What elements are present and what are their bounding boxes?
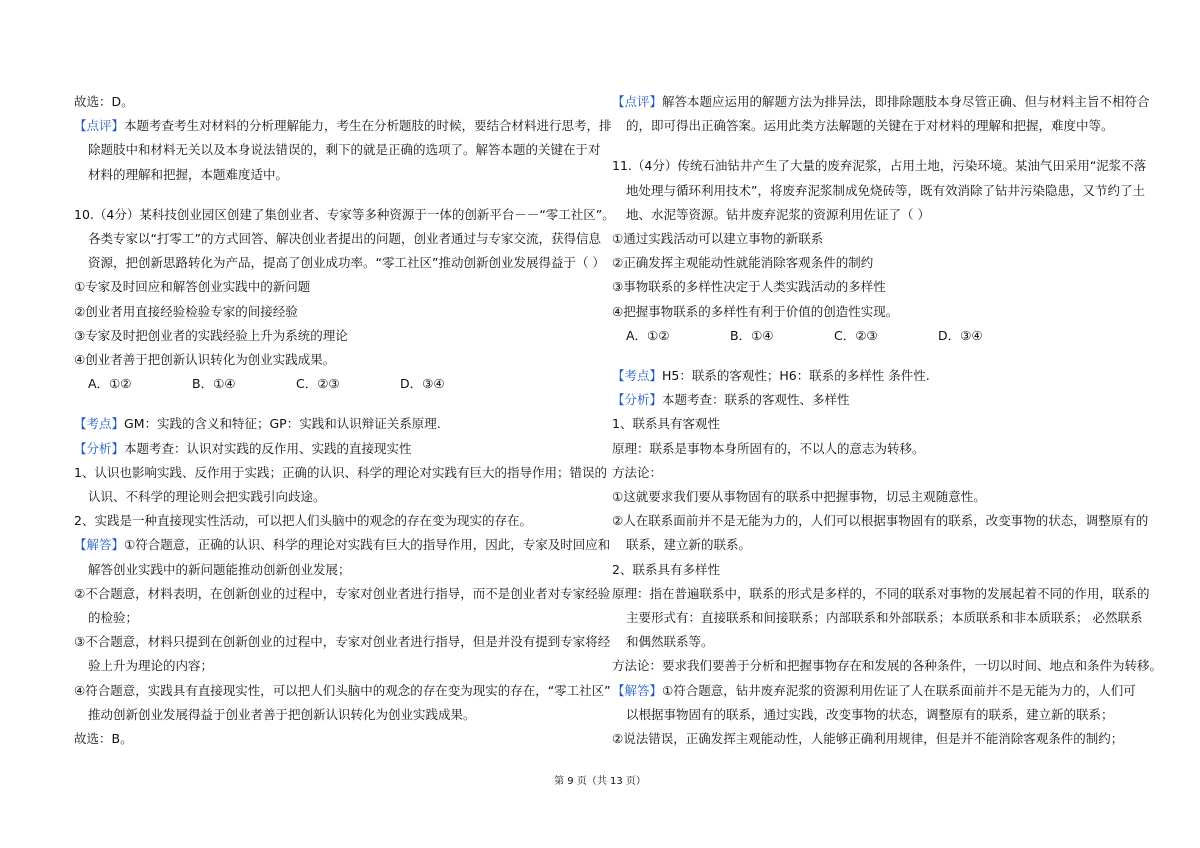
q10-choice-a: A．①② (88, 376, 132, 392)
question-11-line-3: 地、水泥等资源。钻井废弃泥浆的资源利用佐证了（ ） (626, 206, 930, 222)
q10-option-2: ②创业者用直接经验检验专家的间接经验 (74, 303, 298, 319)
r-comment-tag: 【点评】 (612, 94, 663, 109)
r-method-1-item-1: ①这就要求我们要从事物固有的联系中把握事物，切忌主观随意性。 (612, 489, 986, 505)
comment-line-3: 材料的理解和把握，本题难度适中。 (88, 166, 289, 182)
r-jieda-2: ②说法错误，正确发挥主观能动性，人能够正确利用规律，但是并不能消除客观条件的制约； (612, 731, 1124, 747)
fenxi-text: 本题考查：认识对实践的反作用、实践的直接现实性 (124, 440, 412, 456)
kaodian-tag: 【考点】 (74, 416, 125, 432)
r-jieda-text: ①符合题意，钻井废弃泥浆的资源利用佐证了人在联系面前并不是无能为力的，人们可 (662, 682, 1136, 698)
question-10-line-1: 10.（4分）某科技创业园区创建了集创业者、专家等多种资源于一体的创新平台－－“零工社区”。 (74, 206, 615, 222)
q10-option-3: ③专家及时把创业者的实践经验上升为系统的理论 (74, 327, 348, 343)
page-footer: 第 9 页（共 13 页） (554, 776, 646, 787)
r-fenxi-line (612, 388, 1132, 412)
r-kaodian-tag: 【考点】 (612, 368, 663, 384)
question-11-line-2: 地处理与循环利用技术”，将废弃泥浆制成免烧砖等，既有效消除了钻井污染隐患，又节约了土 (626, 182, 1145, 198)
comment-text: 本题考查考生对材料的分析理解能力，考生在分析题肢的时候，要结合材料进行思考，排 (124, 118, 612, 134)
q11-choice-a: A．①② (626, 327, 670, 343)
question-11-line-1: 11.（4分）传统石油钻井产生了大量的废弃泥浆，占用土地，污染环境。某油气田采用“泥浆不落 (612, 158, 1147, 174)
fenxi-line (74, 437, 594, 461)
r-kaodian-text: H5：联系的客观性；H6：联系的多样性 条件性. (662, 368, 930, 384)
r-fenxi-text: 本题考查：联系的客观性、多样性 (662, 392, 850, 408)
q11-option-3: ③事物联系的多样性决定于人类实践活动的多样性 (612, 279, 886, 295)
jieda-tag: 【解答】 (74, 537, 125, 553)
jieda-text: ①符合题意，正确的认识、科学的理论对实践有巨大的指导作用，因此，专家及时回应和 (124, 537, 611, 553)
answer-d: 故选：D。 (74, 94, 134, 109)
r-method-1-item-2b: 联系，建立新的联系。 (626, 537, 752, 553)
question-10-line-3: 资源，把创新思路转化为产品，提高了创业成功率。“零工社区”推动创新创业发展得益于（ ） (88, 255, 605, 271)
kaodian-text: GM：实践的含义和特征；GP：实践和认识辩证关系原理. (124, 416, 441, 432)
jieda-2-line-1: ②不合题意，材料表明，在创新创业的过程中，专家对创业者进行指导，而不是创业者对专家经验 (74, 585, 611, 601)
r-heading-2: 2、联系具有多样性 (612, 561, 720, 577)
answer-b: 故选：B。 (74, 731, 133, 747)
jieda-2-line-2: 的检验； (88, 610, 139, 626)
q10-choices (74, 372, 594, 396)
fenxi-tag: 【分析】 (74, 440, 125, 456)
r-principle-2b: 主要形式有：直接联系和间接联系；内部联系和外部联系；本质联系和非本质联系； 必然联系 (626, 610, 1143, 626)
left-column (74, 90, 615, 751)
q11-option-4: ④把握事物联系的多样性有利于价值的创造性实现。 (612, 303, 899, 319)
r-principle-1: 原理：联系是事物本身所固有的，不以人的意志为转移。 (612, 440, 925, 456)
q11-choice-d: D．③④ (938, 327, 983, 343)
jieda-4-line-1: ④符合题意，实践具有直接现实性，可以把人们头脑中的观念的存在变为现实的存在，“零工社区” (74, 682, 611, 698)
r-method-2: 方法论：要求我们要善于分析和把握事物存在和发展的各种条件，一切以时间、地点和条件为转移。 (612, 658, 1163, 674)
comment-line-1 (74, 114, 612, 138)
right-column (612, 90, 1163, 751)
question-10-line-2: 各类专家以“打零工”的方式回答、解决创业者提出的问题，创业者通过与专家交流，获得信息 (88, 231, 601, 247)
r-method-1-item-2a: ②人在联系面前并不是无能为力的，人们可以根据事物固有的联系，改变事物的状态，调整原有的 (612, 513, 1149, 529)
jieda-4-line-2: 推动创新创业发展得益于创业者善于把创新认识转化为创业实践成果。 (88, 706, 476, 722)
r-comment-text: 解答本题应运用的解题方法为排异法，即排除题肢本身尽管正确、但与材料主旨不相符合 (662, 94, 1150, 109)
q11-choices (612, 324, 1132, 348)
jieda-3-line-2: 验上升为理论的内容； (88, 658, 214, 674)
analysis-2: 2、实践是一种直接现实性活动，可以把人们头脑中的观念的存在变为现实的存在。 (74, 513, 532, 529)
q11-option-1: ①通过实践活动可以建立事物的新联系 (612, 231, 824, 247)
jieda-line-2: 解答创业实践中的新问题能推动创新创业发展； (88, 561, 351, 577)
q11-choice-c: C．②③ (834, 327, 878, 343)
r-jieda-tag: 【解答】 (612, 682, 663, 698)
r-fenxi-tag: 【分析】 (612, 392, 663, 408)
q10-option-4: ④创业者善于把创新认识转化为创业实践成果。 (74, 352, 336, 368)
r-principle-2c: 和偶然联系等。 (626, 634, 714, 650)
comment-tag: 【点评】 (74, 118, 125, 134)
analysis-1-line-1: 1、认识也影响实践、反作用于实践；正确的认识、科学的理论对实践有巨大的指导作用；错误的 (74, 464, 607, 480)
q11-option-2: ②正确发挥主观能动性就能消除客观条件的制约 (612, 255, 874, 271)
r-comment-line-1 (612, 90, 1150, 114)
r-jieda-line-2: 以根据事物固有的联系，通过实践，改变事物的状态，调整原有的联系，建立新的联系； (626, 706, 1114, 722)
q10-option-1: ①专家及时回应和解答创业实践中的新问题 (74, 279, 311, 295)
kaodian-line (74, 412, 594, 436)
r-jieda-line-1 (612, 679, 1136, 703)
q11-choice-b: B．①④ (730, 327, 774, 343)
r-principle-2a: 原理：指在普遍联系中，联系的形式是多样的，不同的联系对事物的发展起着不同的作用，联系的 (612, 585, 1150, 601)
q10-choice-c: C．②③ (296, 376, 340, 392)
comment-line-2: 除题肢中和材料无关以及本身说法错误的，剩下的就是正确的选项了。解答本题的关键在于对 (88, 142, 601, 158)
r-method-1: 方法论： (612, 464, 663, 480)
jieda-3-line-1: ③不合题意，材料只提到在创新创业的过程中，专家对创业者进行指导，但是并没有提到专家将经 (74, 634, 611, 650)
r-heading-1: 1、联系具有客观性 (612, 416, 720, 432)
q10-choice-b: B．①④ (192, 376, 236, 392)
r-comment-line-2: 的，即可得出正确答案。运用此类方法解题的关键在于对材料的理解和把握，难度中等。 (626, 118, 1114, 134)
q10-choice-d: D．③④ (400, 376, 445, 392)
analysis-1-line-2: 认识、不科学的理论则会把实践引向歧途。 (88, 489, 326, 505)
r-kaodian-line (612, 364, 1132, 388)
jieda-line-1 (74, 533, 611, 557)
